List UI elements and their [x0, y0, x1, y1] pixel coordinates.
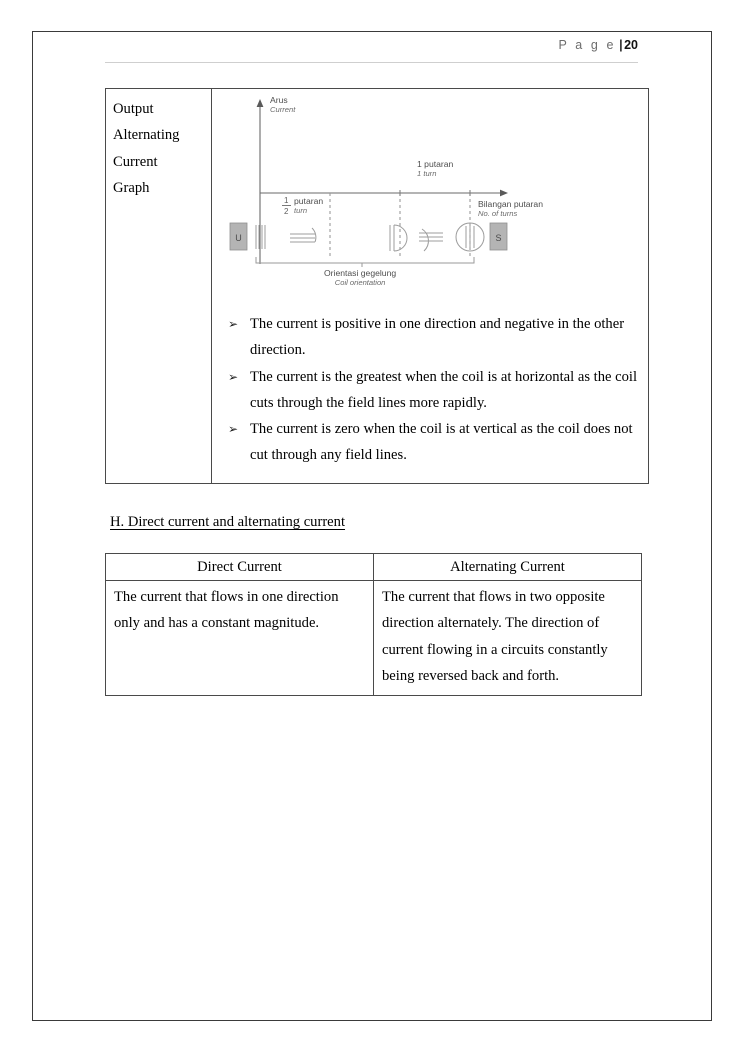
- header-separator: |: [619, 38, 624, 52]
- arrow-bullet-icon: ➢: [228, 422, 239, 437]
- list-item: [222, 311, 638, 364]
- y-axis-label-english: Current: [270, 105, 296, 114]
- coil-caption-group: [324, 268, 396, 288]
- coil-orientation-4-tilted: [419, 229, 443, 251]
- half-turn-label-group: [294, 196, 323, 216]
- half-turn-label-english: turn: [294, 206, 308, 215]
- coil-caption-english: Coil orientation: [334, 278, 386, 287]
- full-turn-label-group: [417, 159, 453, 179]
- output-graph-table: [105, 88, 649, 484]
- cell-direct-current-description: The current that flows in one direction only and has a constant magnitude.: [106, 581, 374, 696]
- column-header-direct-current: Direct Current: [106, 554, 374, 581]
- arrow-bullet-icon: ➢: [228, 369, 239, 384]
- x-axis-label-malay: Bilangan putaran: [478, 199, 543, 209]
- cell-alternating-current-description: The current that flows in two opposite direction alternately. The direction of current flowing in a circuits constantly being reversed back and forth.: [374, 581, 642, 696]
- y-axis-label-malay: Arus: [270, 95, 288, 105]
- bullet-text: The current is positive in one direction and negative in the other direction.: [250, 316, 625, 359]
- x-axis-label-group: [478, 199, 543, 219]
- half-turn-label-malay: putaran: [294, 196, 324, 206]
- output-graph-label-cell: [106, 89, 212, 484]
- column-header-alternating-current: Alternating Current: [374, 554, 642, 581]
- output-graph-bullet-list: [212, 307, 648, 483]
- coil-orientation-5-full-circle: [456, 223, 484, 251]
- bullet-text: The current is the greatest when the coil is at horizontal as the coil cuts through the field lines more rapidly.: [250, 368, 638, 411]
- header-page-number: 20: [624, 38, 638, 52]
- half-turn-denominator-text: 2: [284, 207, 289, 216]
- table-row: [106, 581, 642, 696]
- half-turn-numerator-text: 1: [284, 196, 289, 205]
- full-turn-label-malay: 1 putaran: [417, 159, 454, 169]
- coil-caption-malay: Orientasi gegelung: [324, 268, 397, 278]
- header-page-word: P a g e: [558, 38, 617, 52]
- magnet-pole-right-text: S: [495, 233, 502, 243]
- label-line-graph: Graph: [113, 179, 150, 196]
- ac-output-graph-figure: [212, 89, 648, 307]
- arrow-bullet-icon: ➢: [228, 317, 239, 331]
- list-item: [222, 364, 638, 417]
- table-row: [106, 89, 649, 484]
- section-heading: H. Direct current and alternating current: [110, 514, 346, 530]
- ac-graph-svg: [212, 89, 648, 307]
- bullet-text: The current is zero when the coil is at vertical as the coil does not cut through any field lines.: [250, 421, 633, 464]
- full-turn-label-english: 1 turn: [417, 169, 437, 178]
- label-line-alternating: Alternating: [113, 127, 180, 144]
- magnet-pole-left-text: U: [235, 233, 242, 243]
- coil-orientation-2-tilted: [290, 228, 316, 242]
- coil-orientation-brace: [256, 257, 474, 267]
- x-axis-label-english: No. of turns: [478, 209, 518, 218]
- label-line-current: Current: [113, 153, 158, 170]
- output-graph-content-cell: [212, 89, 649, 484]
- header-divider-rule: [105, 62, 638, 63]
- coil-orientation-3-half-circle: [390, 225, 407, 251]
- x-axis-arrowhead: [500, 190, 508, 197]
- table-header-row: [106, 554, 642, 581]
- y-axis-label-group: [270, 95, 295, 115]
- list-item: [222, 416, 638, 469]
- dc-vs-ac-comparison-table: [105, 553, 642, 696]
- label-line-output: Output: [113, 101, 154, 117]
- y-axis-arrowhead: [257, 99, 264, 107]
- page-header: [105, 38, 638, 52]
